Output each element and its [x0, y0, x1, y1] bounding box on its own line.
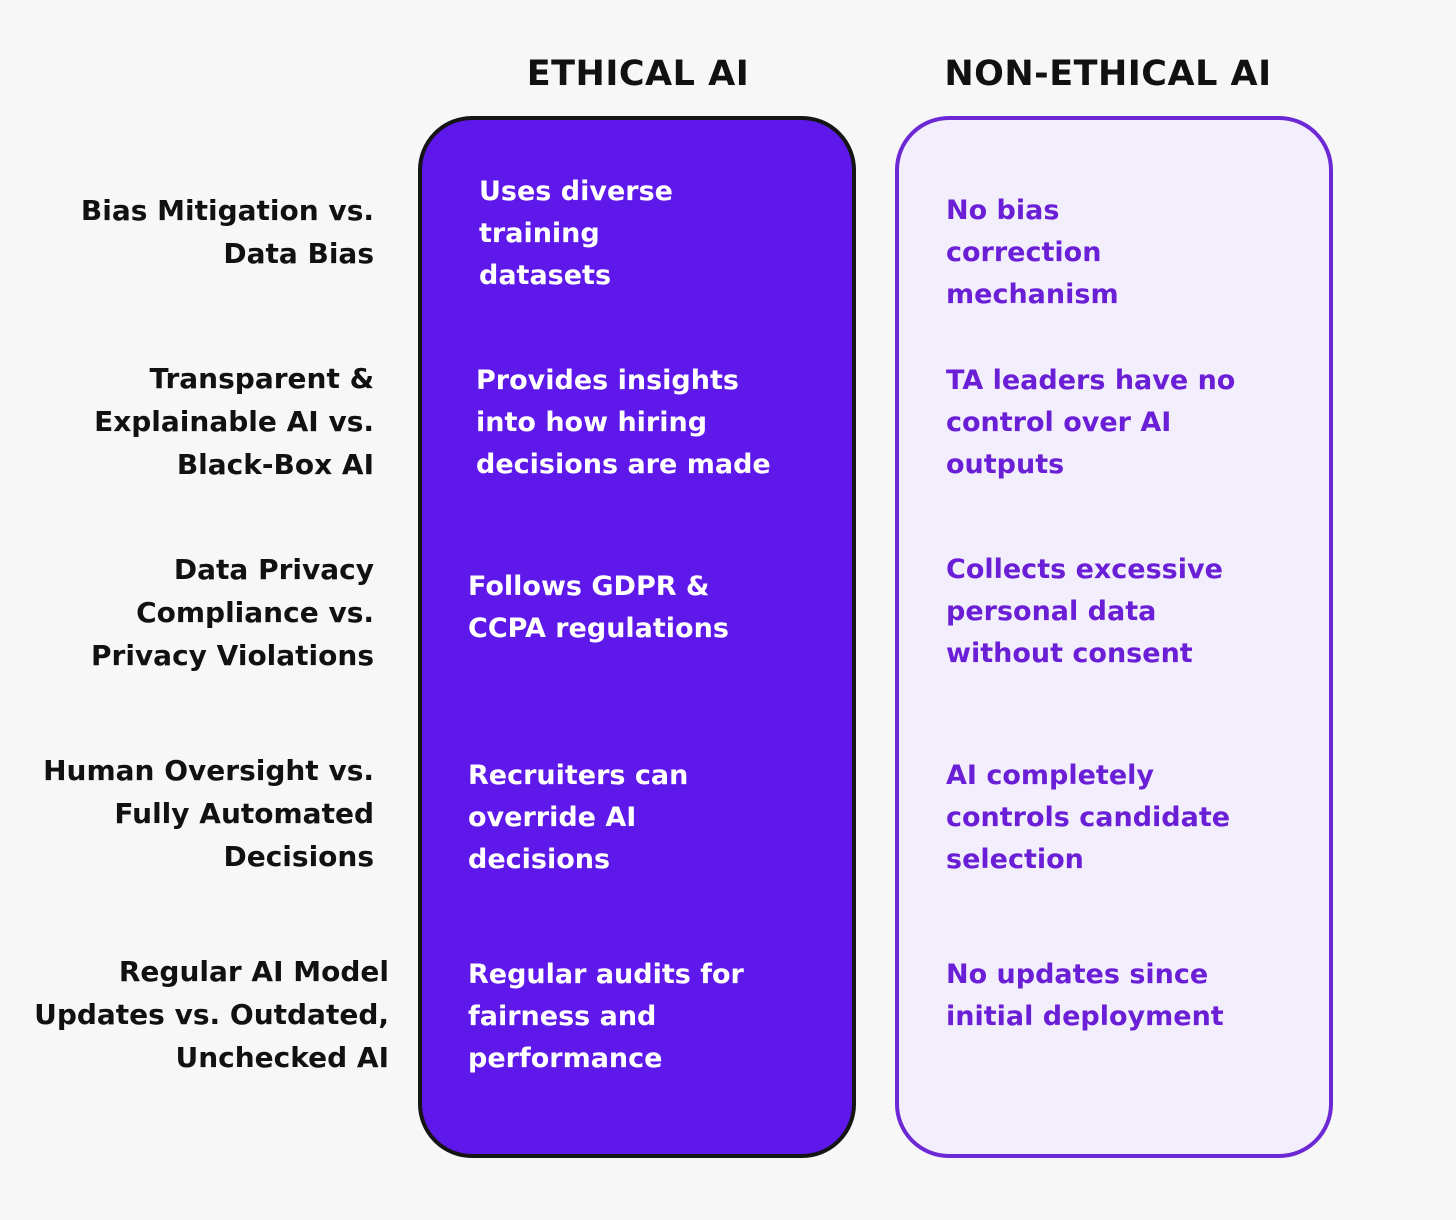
non-ethical-cell-transparency: TA leaders have no control over AI outputs	[946, 365, 1236, 480]
non-ethical-ai-header: NON-ETHICAL AI	[944, 54, 1272, 94]
non-ethical-cell-privacy: Collects excessive personal data without consent	[946, 554, 1223, 669]
row-label-bias: Bias Mitigation vs. Data Bias	[80, 194, 374, 270]
ethical-cell-transparency: Provides insights into how hiring decisions are made	[476, 365, 771, 480]
ethical-cell-updates: Regular audits for fairness and performance	[468, 959, 744, 1074]
ethical-cell-bias: Uses diverse training datasets	[479, 176, 673, 291]
row-label-transparency: Transparent & Explainable AI vs. Black-Box AI	[94, 362, 374, 481]
non-ethical-cell-oversight: AI completely controls candidate selection	[946, 760, 1231, 875]
ethical-cell-privacy: Follows GDPR & CCPA regulations	[468, 571, 729, 644]
row-label-updates: Regular AI Model Updates vs. Outdated, Unchecked AI	[34, 955, 389, 1074]
non-ethical-cell-updates: No updates since initial deployment	[946, 959, 1224, 1032]
row-label-oversight: Human Oversight vs. Fully Automated Decisions	[43, 754, 374, 873]
ethical-ai-header: ETHICAL AI	[526, 54, 750, 94]
row-label-privacy: Data Privacy Compliance vs. Privacy Violations	[91, 553, 374, 672]
ethical-cell-oversight: Recruiters can override AI decisions	[468, 760, 689, 875]
non-ethical-cell-bias: No bias correction mechanism	[946, 195, 1119, 310]
